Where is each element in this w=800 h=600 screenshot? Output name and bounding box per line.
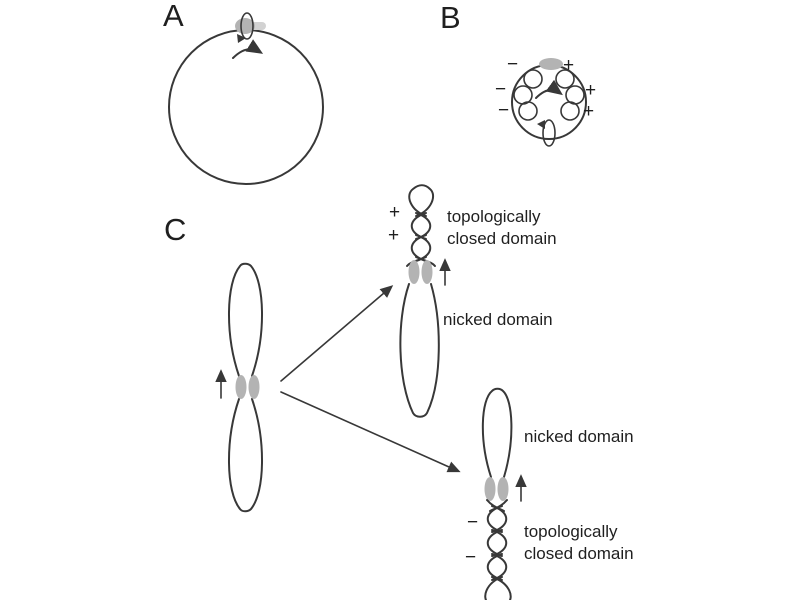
nicked-domain-loop <box>483 389 512 477</box>
rna-polymerase-icon <box>539 58 563 70</box>
closed-domain-label <box>447 206 557 250</box>
plus-sign: + <box>585 80 597 101</box>
upper-outcome-structure <box>400 185 445 417</box>
minus-sign: − <box>467 512 479 533</box>
minus-sign: − <box>495 79 507 100</box>
transcription-direction-arrow-icon <box>233 49 260 58</box>
closed-domain-label-line2: closed domain <box>447 229 557 248</box>
positive-supercoil-loop-icon <box>561 102 579 120</box>
negative-supercoil-loop-icon <box>519 102 537 120</box>
plus-sign: + <box>389 202 401 223</box>
plus-sign: + <box>583 101 595 122</box>
closed-domain-label-line1: topologically <box>524 522 618 541</box>
polymerase-pair-icon <box>249 375 260 399</box>
plasmid-rotation-arrow-icon <box>537 120 555 146</box>
polymerase-pair-icon <box>422 260 433 284</box>
plus-sign: + <box>388 225 400 246</box>
panel-a-label: A <box>163 0 184 33</box>
transcription-direction-arrow-icon <box>536 90 560 98</box>
negative-supercoil-loop-icon <box>524 70 542 88</box>
panel-a-artwork <box>169 13 323 184</box>
panel-b-label: B <box>440 0 461 35</box>
minus-sign: − <box>507 54 519 75</box>
dna-loop-bottom <box>229 399 262 511</box>
minus-sign: − <box>465 547 477 568</box>
relaxed-plasmid-circle <box>169 30 323 184</box>
closed-domain-label-line2: closed domain <box>524 544 634 563</box>
branch-arrow-upper <box>281 287 391 381</box>
nicked-domain-loop <box>400 284 438 417</box>
twin-loop-dna <box>221 264 262 512</box>
closed-domain-label <box>524 521 634 565</box>
polymerase-pair-icon <box>236 375 247 399</box>
panel-b-artwork <box>512 55 586 146</box>
polymerase-pair-icon <box>498 477 509 501</box>
closed-domain-label-line1: topologically <box>447 207 541 226</box>
polymerase-pair-icon <box>485 477 496 501</box>
panel-c-label: C <box>164 212 187 247</box>
plus-sign: + <box>563 55 575 76</box>
polymerase-pair-icon <box>409 260 420 284</box>
supercoiled-plasmid-circle <box>512 65 586 139</box>
dna-loop-top <box>229 264 262 376</box>
nicked-domain-label: nicked domain <box>443 310 553 329</box>
positive-supercoil-plectoneme <box>407 185 435 266</box>
negative-supercoil-plectoneme <box>485 500 510 600</box>
minus-sign: − <box>498 100 510 121</box>
lower-outcome-structure <box>483 389 521 600</box>
nicked-domain-label: nicked domain <box>524 427 634 446</box>
